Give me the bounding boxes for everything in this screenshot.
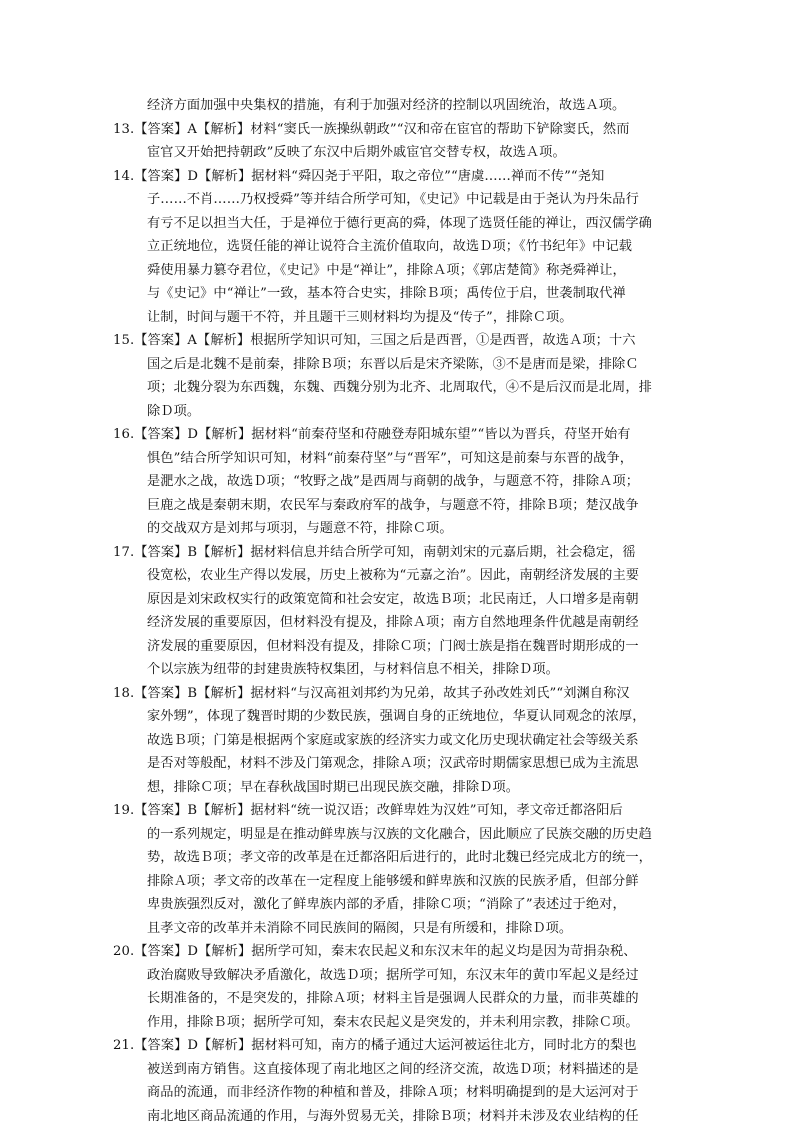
- answer-continuation-line: 国之后是北魏不是前秦，排除Ｂ项；东晋以后是宋齐梁陈，③不是唐而是梁，排除Ｃ: [113, 353, 675, 377]
- answer-continuation-line: 的交战双方是刘邦与项羽，与题意不符，排除Ｃ项。: [113, 517, 675, 541]
- answer-continuation-line: 且孝文帝的改革并未消除不同民族间的隔阂，只是有所缓和，排除Ｄ项。: [113, 917, 675, 941]
- answer-continuation-line: 经济方面加强中央集权的措施，有利于加强对经济的控制以巩固统治，故选Ａ项。: [113, 94, 675, 118]
- answer-continuation-line: 排除Ａ项；孝文帝的改革在一定程度上能够缓和鲜卑族和汉族的民族矛盾，但部分鲜: [113, 870, 675, 894]
- answer-continuation-line: 商品的流通，而非经济作物的种植和普及，排除Ａ项；材料明确提到的是大运河对于: [113, 1081, 675, 1105]
- answer-continuation-line: 是否对等般配，材料不涉及门第观念，排除Ａ项；汉武帝时期儒家思想已成为主流思: [113, 752, 675, 776]
- answer-continuation-line: 让制，时间与题干不符，并且题干三则材料均为提及“传子”，排除Ｃ项。: [113, 306, 675, 330]
- answer-continuation-line: 惧色”结合所学知识可知，材料“前秦苻坚”与“晋军”，可知这是前秦与东晋的战争，: [113, 447, 675, 471]
- answer-continuation-line: 宦官又开始把持朝政”反映了东汉中后期外戚宦官交替专权，故选Ａ项。: [113, 141, 675, 165]
- answer-continuation-line: 政治腐败导致解决矛盾激化，故选Ｄ项；据所学可知，东汉末年的黄巾军起义是经过: [113, 964, 675, 988]
- answer-continuation-line: 的一系列规定，明显是在推动鲜卑族与汉族的文化融合，因此顺应了民族交融的历史趋: [113, 823, 675, 847]
- answer-item-line: 15.【答案】A【解析】根据所学知识可知，三国之后是西晋，①是西晋，故选Ａ项；十六: [113, 329, 675, 353]
- answer-item-line: 21.【答案】D【解析】据材料可知，南方的橘子通过大运河被运往北方，同时北方的梨也: [113, 1034, 675, 1058]
- answer-item-line: 17.【答案】B【解析】据材料信息并结合所学可知，南朝刘宋的元嘉后期，社会稳定，徭: [113, 541, 675, 565]
- answer-continuation-line: 除Ｄ项。: [113, 400, 675, 424]
- answer-explanations: [113, 94, 675, 1128]
- answer-continuation-line: 被送到南方销售。这直接体现了南北地区之间的经济交流，故选Ｄ项；材料描述的是: [113, 1058, 675, 1082]
- answer-item-line: 20.【答案】D【解析】据所学可知，秦末农民起义和东汉末年的起义均是因为苛捐杂税、: [113, 940, 675, 964]
- answer-continuation-line: 有亏不足以担当大任，于是禅位于德行更高的舜，体现了选贤任能的禅让，西汉儒学确: [113, 212, 675, 236]
- answer-continuation-line: 势，故选Ｂ项；孝文帝的改革是在迁都洛阳后进行的，此时北魏已经完成北方的统一，: [113, 846, 675, 870]
- answer-continuation-line: 想，排除Ｃ项；早在春秋战国时期已出现民族交融，排除Ｄ项。: [113, 776, 675, 800]
- answer-continuation-line: 原因是刘宋政权实行的政策宽简和社会安定，故选Ｂ项；北民南迁，人口增多是南朝: [113, 588, 675, 612]
- answer-continuation-line: 子……不肖……乃权授舜”等并结合所学可知，《史记》中记载是由于尧认为丹朱品行: [113, 188, 675, 212]
- answer-continuation-line: 南北地区商品流通的作用，与海外贸易无关，排除Ｂ项；材料并未涉及农业结构的任: [113, 1105, 675, 1128]
- answer-item-line: 18.【答案】B【解析】据材料“与汉高祖刘邦约为兄弟，故其子孙改姓刘氏”“刘渊自称汉: [113, 682, 675, 706]
- answer-continuation-line: 立正统地位，选贤任能的禅让说符合主流价值取向，故选Ｄ项；《竹书纪年》中记载: [113, 235, 675, 259]
- answer-continuation-line: 故选Ｂ项；门第是根据两个家庭或家族的经济实力或文化历史现状确定社会等级关系: [113, 729, 675, 753]
- answer-continuation-line: 役宽松，农业生产得以发展，历史上被称为“元嘉之治”。因此，南朝经济发展的主要: [113, 564, 675, 588]
- answer-continuation-line: 是淝水之战，故选Ｄ项；“牧野之战”是西周与商朝的战争，与题意不符，排除Ａ项；: [113, 470, 675, 494]
- answer-continuation-line: 项；北魏分裂为东西魏，东魏、西魏分别为北齐、北周取代，④不是后汉而是北周，排: [113, 376, 675, 400]
- answer-item-line: 19.【答案】B【解析】据材料“统一说汉语；改鲜卑姓为汉姓”可知，孝文帝迁都洛阳后: [113, 799, 675, 823]
- answer-continuation-line: 舜使用暴力篡夺君位，《史记》中是“禅让”，排除Ａ项；《郭店楚简》称尧舜禅让，: [113, 259, 675, 283]
- answer-continuation-line: 个以宗族为纽带的封建贵族特权集团，与材料信息不相关，排除Ｄ项。: [113, 658, 675, 682]
- answer-continuation-line: 家外甥”，体现了魏晋时期的少数民族，强调自身的正统地位，华夏认同观念的浓厚，: [113, 705, 675, 729]
- answer-item-line: 14.【答案】D【解析】据材料“舜囚尧于平阳，取之帝位”“唐虞……禅而不传”“尧知: [113, 165, 675, 189]
- answer-continuation-line: 经济发展的重要原因，但材料没有提及，排除Ａ项；南方自然地理条件优越是南朝经: [113, 611, 675, 635]
- answer-continuation-line: 作用，排除Ｂ项；据所学可知，秦末农民起义是突发的，并未利用宗教，排除Ｃ项。: [113, 1011, 675, 1035]
- answer-continuation-line: 济发展的重要原因，但材料没有提及，排除Ｃ项；门阀士族是指在魏晋时期形成的一: [113, 635, 675, 659]
- answer-item-line: 16.【答案】D【解析】据材料“前秦苻坚和苻融登寿阳城东望”“皆以为晋兵，苻坚开始有: [113, 423, 675, 447]
- answer-continuation-line: 卑贵族强烈反对，激化了鲜卑族内部的矛盾，排除Ｃ项；“消除了”表述过于绝对，: [113, 893, 675, 917]
- answer-continuation-line: 长期准备的，不是突发的，排除Ａ项；材料主旨是强调人民群众的力量，而非英雄的: [113, 987, 675, 1011]
- answer-continuation-line: 巨鹿之战是秦朝末期，农民军与秦政府军的战争，与题意不符，排除Ｂ项；楚汉战争: [113, 494, 675, 518]
- answer-continuation-line: 与《史记》中“禅让”一致，基本符合史实，排除Ｂ项；禹传位于启，世袭制取代禅: [113, 282, 675, 306]
- answer-item-line: 13.【答案】A【解析】材料“窦氏一族操纵朝政”“汉和帝在宦官的帮助下铲除窦氏，然而: [113, 118, 675, 142]
